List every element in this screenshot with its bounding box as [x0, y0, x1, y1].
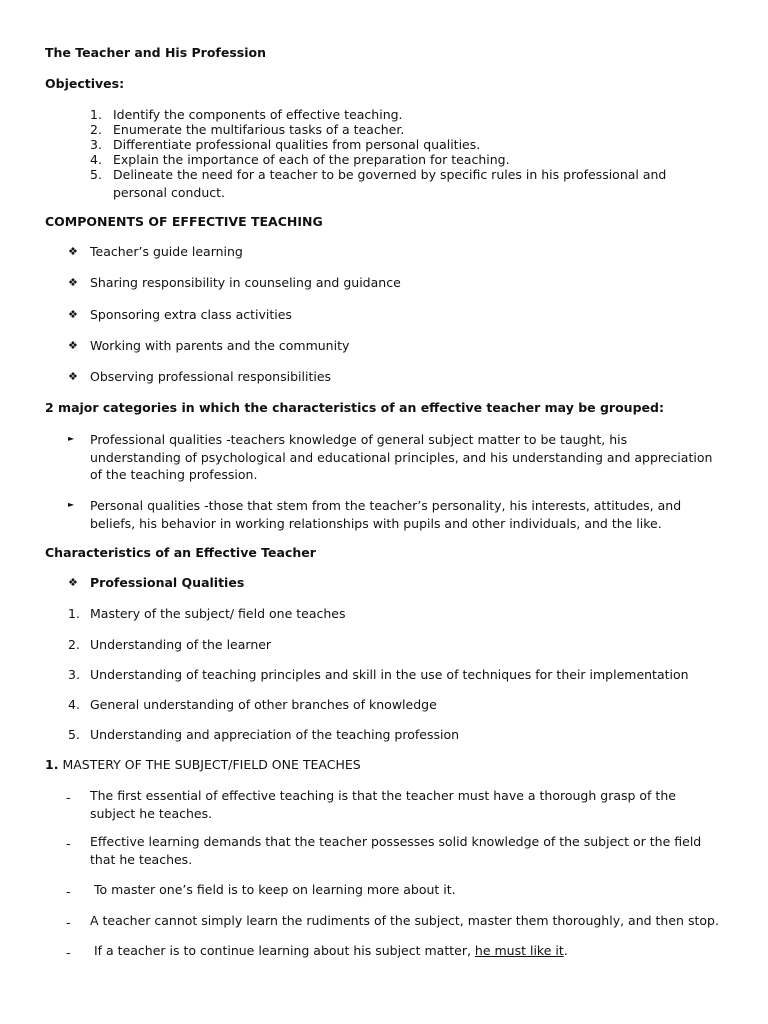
mastery-line: Effective learning demands that the teacher possesses solid knowledge of the subject or the field [90, 834, 702, 849]
diamond-bullet-icon: ❖ [68, 276, 78, 289]
quality-num: 2. [68, 637, 80, 652]
objective-num: 5. [90, 167, 102, 182]
triangle-bullet-icon: ► [68, 434, 75, 443]
dash-bullet: - [66, 884, 71, 899]
diamond-bullet-icon: ❖ [68, 245, 78, 258]
dash-bullet: - [66, 945, 71, 960]
diamond-bullet-icon: ❖ [68, 308, 78, 321]
objective-item-continued: personal conduct. [113, 185, 225, 200]
component-item: Sponsoring extra class activities [90, 307, 292, 322]
objective-num: 2. [90, 122, 102, 137]
mastery-point: A teacher cannot simply learn the rudiments of the subject, master them thoroughly, and then stop. [90, 913, 719, 928]
objective-item: Delineate the need for a teacher to be governed by specific rules in his professional and [113, 167, 667, 182]
component-item: Sharing responsibility in counseling and guidance [90, 275, 401, 290]
mastery-heading-num: 1. [45, 757, 59, 772]
dash-bullet: - [66, 790, 71, 805]
diamond-bullet-icon: ❖ [68, 576, 78, 589]
quality-item: Understanding of teaching principles and skill in the use of techniques for their implementation [90, 667, 689, 682]
quality-num: 3. [68, 667, 80, 682]
mastery-point: To master one’s field is to keep on learning more about it. [90, 882, 456, 897]
category-line: Personal qualities -those that stem from the teacher’s personality, his interests, attitudes, and [90, 498, 682, 513]
quality-item: Understanding of the learner [90, 637, 272, 652]
objective-item: Identify the components of effective teaching. [113, 107, 403, 122]
quality-item: General understanding of other branches of knowledge [90, 697, 437, 712]
category-line: of the teaching profession. [90, 467, 258, 482]
objective-num: 4. [90, 152, 102, 167]
mastery-underlined-text: he must like it [474, 943, 564, 958]
objectives-heading: Objectives: [45, 76, 125, 91]
categories-heading: 2 major categories in which the characteristics of an effective teacher may be grouped: [45, 400, 664, 415]
dash-bullet: - [66, 915, 71, 930]
category-item [90, 431, 712, 484]
mastery-line: subject he teaches. [90, 805, 213, 821]
quality-num: 5. [68, 727, 80, 742]
diamond-bullet-icon: ❖ [68, 370, 78, 383]
professional-qualities-heading: Professional Qualities [90, 575, 245, 590]
quality-item: Mastery of the subject/ field one teaches [90, 606, 346, 621]
mastery-text: If a teacher is to continue learning about his subject matter, [90, 943, 475, 958]
triangle-bullet-icon: ► [68, 500, 75, 509]
category-line: Professional qualities -teachers knowledge of general subject matter to be taught, his [90, 432, 628, 447]
mastery-point [90, 943, 568, 959]
category-item [90, 497, 681, 532]
component-item: Teacher’s guide learning [90, 244, 243, 259]
diamond-bullet-icon: ❖ [68, 339, 78, 352]
document-title: The Teacher and His Profession [45, 45, 266, 60]
mastery-line: The first essential of effective teaching is that the teacher must have a thorough grasp of the [90, 788, 676, 803]
objective-num: 3. [90, 137, 102, 152]
mastery-point [90, 833, 701, 868]
objective-item: Enumerate the multifarious tasks of a teacher. [113, 122, 405, 137]
mastery-line: that he teaches. [90, 851, 193, 867]
objective-num: 1. [90, 107, 102, 122]
component-item: Observing professional responsibilities [90, 369, 332, 384]
quality-num: 1. [68, 606, 80, 621]
quality-item: Understanding and appreciation of the teaching profession [90, 727, 460, 742]
mastery-heading-text: MASTERY OF THE SUBJECT/FIELD ONE TEACHES [62, 757, 361, 772]
mastery-text-end: . [563, 943, 568, 958]
category-line: understanding of psychological and educational principles, and his understanding and appreciation [90, 449, 713, 465]
objective-item: Explain the importance of each of the preparation for teaching. [113, 152, 510, 167]
components-heading: COMPONENTS OF EFFECTIVE TEACHING [45, 214, 323, 229]
quality-num: 4. [68, 697, 80, 712]
dash-bullet: - [66, 836, 71, 851]
objective-item: Differentiate professional qualities from personal qualities. [113, 137, 481, 152]
mastery-heading [45, 757, 361, 773]
mastery-point [90, 787, 676, 822]
category-line: beliefs, his behavior in working relationships with pupils and other individuals, and the like. [90, 515, 662, 531]
component-item: Working with parents and the community [90, 338, 350, 353]
characteristics-heading: Characteristics of an Effective Teacher [45, 545, 316, 560]
